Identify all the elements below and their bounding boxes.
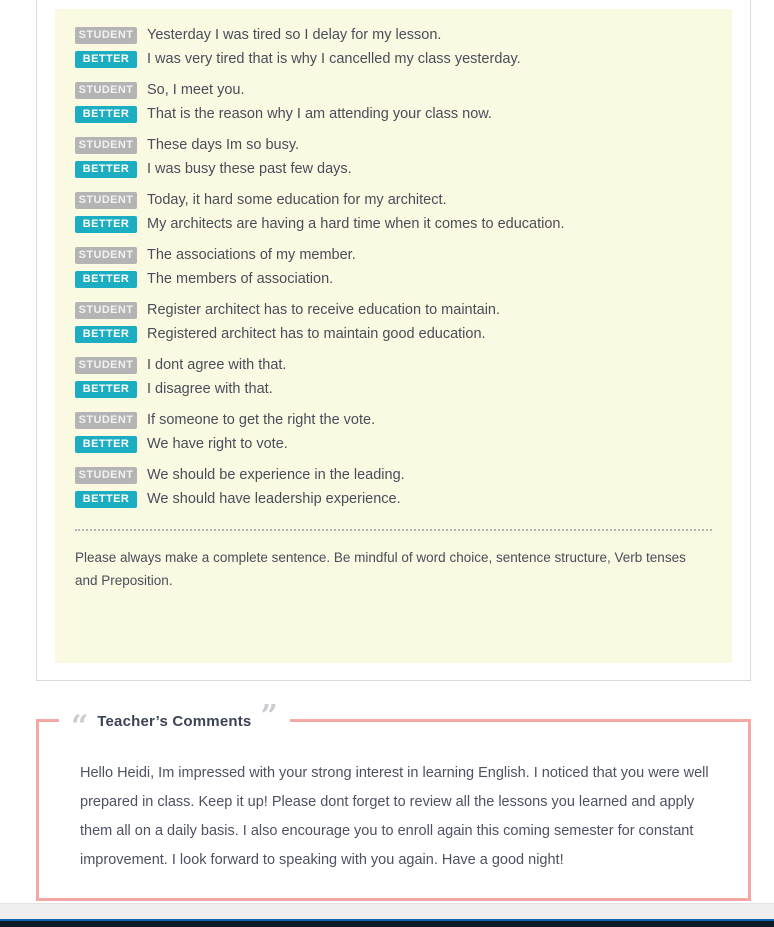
- correction-pair: [75, 412, 712, 453]
- student-row: [75, 247, 712, 264]
- student-row: [75, 137, 712, 154]
- student-badge: STUDENT: [75, 247, 137, 264]
- correction-pair: [75, 137, 712, 178]
- correction-pair: [75, 82, 712, 123]
- student-badge: STUDENT: [75, 302, 137, 319]
- better-row: [75, 491, 712, 508]
- better-sentence: My architects are having a hard time when it comes to education.: [147, 216, 565, 232]
- better-sentence: We should have leadership experience.: [147, 491, 401, 507]
- correction-pair: [75, 467, 712, 508]
- student-row: [75, 82, 712, 99]
- student-sentence: The associations of my member.: [147, 247, 356, 263]
- corrections-list: [55, 9, 732, 663]
- student-sentence: Yesterday I was tired so I delay for my lesson.: [147, 27, 442, 43]
- better-row: [75, 216, 712, 233]
- better-badge: BETTER: [75, 381, 137, 398]
- corrections-panel: [36, 0, 751, 681]
- better-badge: BETTER: [75, 51, 137, 68]
- better-row: [75, 326, 712, 343]
- better-sentence: We have right to vote.: [147, 436, 288, 452]
- open-quote-icon: “: [71, 709, 89, 744]
- correction-pair: [75, 192, 712, 233]
- student-badge: STUDENT: [75, 27, 137, 44]
- better-sentence: I disagree with that.: [147, 381, 273, 397]
- better-row: [75, 161, 712, 178]
- better-row: [75, 436, 712, 453]
- better-sentence: I was very tired that is why I cancelled my class yesterday.: [147, 51, 521, 67]
- better-row: [75, 106, 712, 123]
- teacher-comments-title: Teacher’s Comments: [97, 712, 252, 730]
- teacher-comments-box: [36, 699, 751, 901]
- student-row: [75, 192, 712, 209]
- correction-pair: [75, 357, 712, 398]
- teacher-note: Please always make a complete sentence. Be mindful of word choice, sentence structure, Verb tenses and Preposition.: [75, 550, 686, 588]
- student-sentence: We should be experience in the leading.: [147, 467, 405, 483]
- student-sentence: So, I meet you.: [147, 82, 245, 98]
- correction-pair: [75, 27, 712, 68]
- better-badge: BETTER: [75, 271, 137, 288]
- close-quote-icon: ”: [260, 699, 278, 734]
- teacher-comments-text: Hello Heidi, Im impressed with your strong interest in learning English. I noticed that you were well prepared in class. Keep it up! Please dont forget to review all the lessons you learned and apply them all on a daily basis. I also encourage you to enroll again this coming semester for constant improvement. I look forward to speaking with you again. Have a good night!: [80, 765, 709, 868]
- student-row: [75, 467, 712, 484]
- student-badge: STUDENT: [75, 412, 137, 429]
- better-sentence: I was busy these past few days.: [147, 161, 352, 177]
- teacher-comments-header: [59, 699, 290, 744]
- footer-bottom-strip: [0, 919, 774, 927]
- student-sentence: I dont agree with that.: [147, 357, 287, 373]
- better-badge: BETTER: [75, 161, 137, 178]
- student-badge: STUDENT: [75, 82, 137, 99]
- better-badge: BETTER: [75, 491, 137, 508]
- student-badge: STUDENT: [75, 192, 137, 209]
- better-sentence: The members of association.: [147, 271, 334, 287]
- student-sentence: Today, it hard some education for my architect.: [147, 192, 447, 208]
- student-badge: STUDENT: [75, 467, 137, 484]
- student-sentence: These days Im so busy.: [147, 137, 300, 153]
- student-row: [75, 357, 712, 374]
- better-row: [75, 381, 712, 398]
- better-badge: BETTER: [75, 106, 137, 123]
- better-row: [75, 271, 712, 288]
- correction-pair: [75, 302, 712, 343]
- better-sentence: Registered architect has to maintain good education.: [147, 326, 486, 342]
- better-badge: BETTER: [75, 436, 137, 453]
- better-row: [75, 51, 712, 68]
- student-badge: STUDENT: [75, 357, 137, 374]
- correction-pair: [75, 247, 712, 288]
- student-row: [75, 27, 712, 44]
- better-sentence: That is the reason why I am attending your class now.: [147, 106, 492, 122]
- better-badge: BETTER: [75, 216, 137, 233]
- student-row: [75, 302, 712, 319]
- better-badge: BETTER: [75, 326, 137, 343]
- student-row: [75, 412, 712, 429]
- student-sentence: Register architect has to receive education to maintain.: [147, 302, 501, 318]
- student-sentence: If someone to get the right the vote.: [147, 412, 376, 428]
- dotted-divider: [75, 529, 712, 531]
- student-badge: STUDENT: [75, 137, 137, 154]
